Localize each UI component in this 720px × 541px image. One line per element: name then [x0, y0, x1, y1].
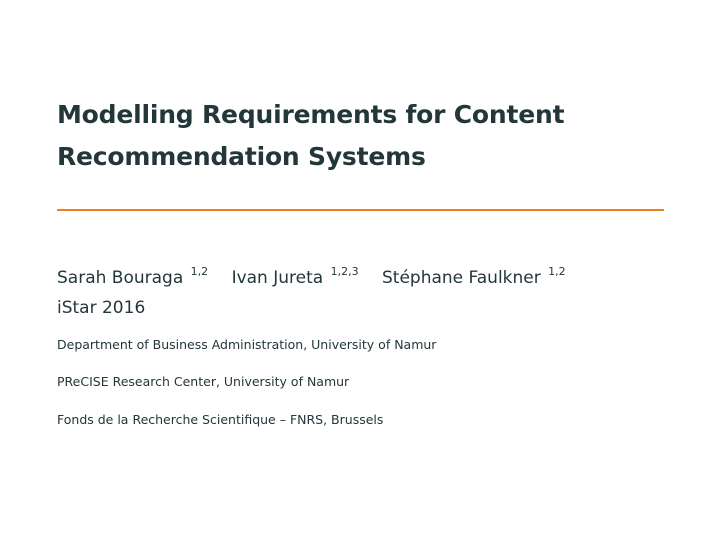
author-affiliation-marks: 1,2	[548, 265, 566, 278]
presentation-title	[57, 94, 667, 178]
author-affiliation-marks: 1,2,3	[330, 265, 359, 278]
affiliation-3: Fonds de la Recherche Scientifique – FNRS, Brussels	[57, 412, 384, 427]
affiliation-1: Department of Business Administration, University of Namur	[57, 337, 437, 352]
author-2	[232, 258, 359, 292]
author-affiliation-marks: 1,2	[190, 265, 209, 278]
event-name: iStar 2016	[57, 298, 146, 318]
author-3	[382, 258, 566, 292]
author-name: Stéphane Faulkner	[382, 268, 541, 288]
author-list	[57, 258, 566, 292]
author-name: Sarah Bouraga	[57, 268, 184, 288]
title-line-2: Recommendation Systems	[57, 142, 426, 171]
author-name: Ivan Jureta	[231, 268, 324, 288]
title-divider	[57, 209, 664, 211]
title-line-1: Modelling Requirements for Content	[57, 100, 565, 129]
author-1	[57, 258, 208, 292]
affiliation-2: PReCISE Research Center, University of Namur	[57, 374, 350, 389]
